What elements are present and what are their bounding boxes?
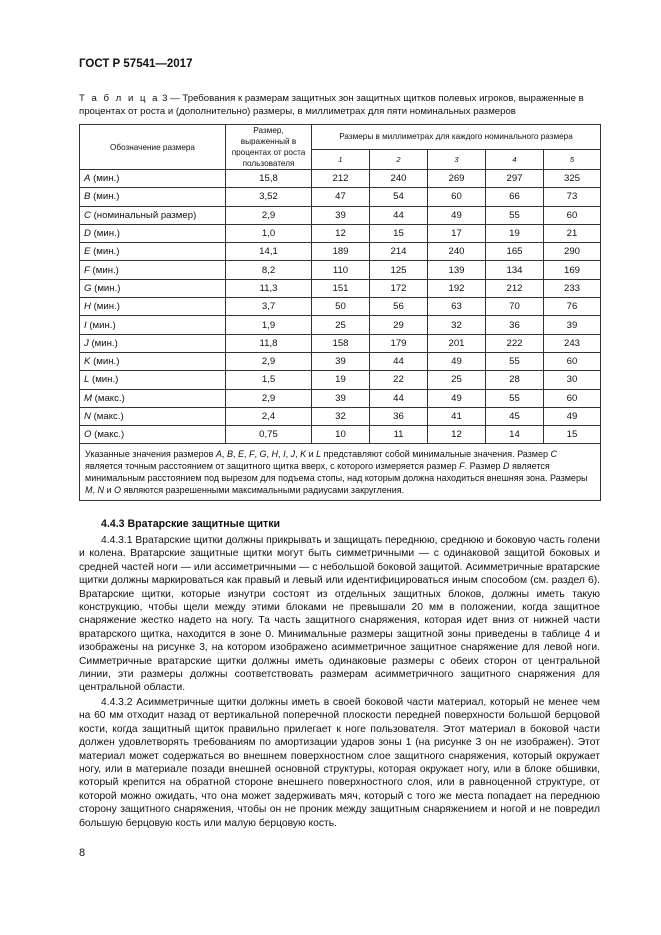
percent-cell: 3,52 — [226, 188, 312, 206]
size-header: 5 — [544, 149, 601, 169]
percent-cell: 11,3 — [226, 279, 312, 297]
table-row — [80, 352, 601, 370]
mm-value-cell: 297 — [486, 170, 544, 188]
note-dimension-letter: N — [97, 485, 105, 496]
mm-value-cell: 45 — [486, 407, 544, 425]
mm-value-cell: 125 — [370, 261, 428, 279]
note-dimension-letter: B — [226, 449, 233, 460]
dimension-name — [80, 371, 226, 389]
mm-value-cell: 60 — [428, 188, 486, 206]
mm-value-cell: 63 — [428, 298, 486, 316]
note-dimension-letter: K — [300, 449, 307, 460]
size-header: 2 — [370, 149, 428, 169]
mm-value-cell: 39 — [312, 352, 370, 370]
dimension-qualifier: (макс.) — [94, 392, 125, 404]
mm-value-cell: 19 — [312, 371, 370, 389]
dimension-name — [80, 243, 226, 261]
dimension-name — [80, 407, 226, 425]
dimension-letter: D — [84, 228, 91, 240]
mm-value-cell: 55 — [486, 389, 544, 407]
mm-value-cell: 49 — [428, 389, 486, 407]
mm-value-cell: 189 — [312, 243, 370, 261]
table-row — [80, 334, 601, 352]
dimension-name — [80, 389, 226, 407]
percent-cell: 14,1 — [226, 243, 312, 261]
dimension-name — [80, 334, 226, 352]
table-row — [80, 316, 601, 334]
mm-value-cell: 39 — [544, 316, 601, 334]
dimension-qualifier: (мин.) — [89, 319, 116, 331]
dimension-letter: C — [84, 209, 91, 221]
mm-value-cell: 110 — [312, 261, 370, 279]
document-header: ГОСТ Р 57541—2017 — [79, 58, 193, 70]
dimension-letter: L — [84, 374, 90, 386]
size-header: 3 — [428, 149, 486, 169]
note-dimension-letter: I — [283, 449, 286, 460]
column-header-percent: Размер, выраженный в процентах от роста пользователя — [226, 125, 312, 170]
mm-value-cell: 70 — [486, 298, 544, 316]
paragraph-4-4-3-1: 4.4.3.1 Вратарские щитки должны прикрывать и защищать переднюю, среднюю и боковую часть голени и колена. Вратарские защитные щитки могут быть симметричными — с одинаковой защитой боковых и средней частей ноги — или ассиметричными — с небольшой боковой защитой. Асимметричные вратарские щитки должны маркироваться как правый и левый или идентифицироваться иным способом (см. раздел 6). Вратарские щитки, которые изнутри состоят из отдельных защитных блоков, должны иметь такую конструкцию, чтобы щели между этими блоками не превышали 20 мм в положении, когда защитное снаряжение жестко надето на ногу. Та часть защитного снаряжения, которая идет вниз от нижней части вратарского щитка, находится в зоне 0. Минимальные размеры защитной зоны приведены в таблице 4 и изображены на рисунке 3, на котором изображено асимметричное защитное снаряжение для левой ноги. Симметричные вратарские щитки должны иметь одинаковые размеры с обеих сторон от центральной линии, эти размеры должны соответствовать размерам асимметричного защитного снаряжения для центральной области. — [79, 535, 600, 694]
dimension-letter: E — [84, 246, 91, 258]
mm-value-cell: 49 — [544, 407, 601, 425]
note-dimension-letter: L — [316, 449, 322, 460]
mm-value-cell: 39 — [312, 389, 370, 407]
note-dimension-letter: A — [215, 449, 222, 460]
mm-value-cell: 56 — [370, 298, 428, 316]
table-row — [80, 224, 601, 242]
dimension-name — [80, 426, 226, 444]
dimension-qualifier: (мин.) — [93, 228, 120, 240]
page-number: 8 — [79, 847, 86, 859]
percent-cell: 1,5 — [226, 371, 312, 389]
table-row — [80, 389, 601, 407]
table-row — [80, 206, 601, 224]
percent-cell: 3,7 — [226, 298, 312, 316]
dimension-letter: I — [84, 319, 87, 331]
mm-value-cell: 201 — [428, 334, 486, 352]
mm-value-cell: 49 — [428, 206, 486, 224]
size-header: 1 — [312, 149, 370, 169]
percent-cell: 2,9 — [226, 206, 312, 224]
mm-value-cell: 179 — [370, 334, 428, 352]
mm-value-cell: 44 — [370, 206, 428, 224]
note-dimension-letter: E — [237, 449, 244, 460]
mm-value-cell: 19 — [486, 224, 544, 242]
mm-value-cell: 151 — [312, 279, 370, 297]
mm-value-cell: 55 — [486, 206, 544, 224]
note-dimension-letter: H — [271, 449, 279, 460]
dimension-qualifier: (мин.) — [93, 173, 120, 185]
dimension-name — [80, 316, 226, 334]
percent-cell: 2,9 — [226, 389, 312, 407]
table-caption-text: 3 — Требования к размерам защитных зон защитных щитков полевых игроков, выраженные в процентах от роста и (дополнительно) размеры, в миллиметрах для пяти номинальных размеров — [79, 93, 584, 117]
dimension-letter: A — [84, 173, 91, 185]
mm-value-cell: 11 — [370, 426, 428, 444]
mm-value-cell: 73 — [544, 188, 601, 206]
note-dimension-letter: G — [259, 449, 267, 460]
mm-value-cell: 50 — [312, 298, 370, 316]
percent-cell: 0,75 — [226, 426, 312, 444]
mm-value-cell: 134 — [486, 261, 544, 279]
section-title: 4.4.3 Вратарские защитные щитки — [101, 518, 281, 530]
mm-value-cell: 44 — [370, 352, 428, 370]
percent-cell: 1,0 — [226, 224, 312, 242]
mm-value-cell: 47 — [312, 188, 370, 206]
mm-value-cell: 325 — [544, 170, 601, 188]
dimension-qualifier: (макс.) — [94, 429, 125, 441]
size-header: 4 — [486, 149, 544, 169]
mm-value-cell: 32 — [312, 407, 370, 425]
mm-value-cell: 233 — [544, 279, 601, 297]
mm-value-cell: 32 — [428, 316, 486, 334]
mm-value-cell: 212 — [312, 170, 370, 188]
table-row — [80, 170, 601, 188]
dimension-name — [80, 188, 226, 206]
note-dimension-letter: J — [290, 449, 296, 460]
paragraph-4-4-3-2: 4.4.3.2 Асимметричные щитки должны иметь в своей боковой части материал, который не менее чем на 60 мм отходит назад от вертикальной поперечной плоскости передней поверхности большой берцовой кости, когда защитный щиток правильно прилегает к ноге пользователя. Этот материал в боковой части должен удовлетворять требованиям по амортизации ударов зоны 1 (на рисунке 3 он не изображен). Этот материал может содержаться во внешнем поверхностном слое защитного снаряжения, который окружает ногу, или в материале позади внешней основной структуры, которая окружает ногу, или в блоке обшивки, который крепится на обратной стороне внешнего поверхностного слоя, или в равноценной структуре, от которой можно ожидать, что она может задерживать мяч, который с того же места попадает на переднюю сторону защитного снаряжения, чтобы он не проник между защитным снаряжением и ногой и не повредил большую берцовую кость или малую берцовую кость. — [79, 697, 600, 829]
dimension-letter: K — [84, 356, 91, 368]
mm-value-cell: 192 — [428, 279, 486, 297]
mm-value-cell: 214 — [370, 243, 428, 261]
dimension-name — [80, 224, 226, 242]
mm-value-cell: 49 — [428, 352, 486, 370]
mm-value-cell: 41 — [428, 407, 486, 425]
mm-value-cell: 55 — [486, 352, 544, 370]
dimension-qualifier: (мин.) — [92, 264, 119, 276]
dimension-qualifier: (номинальный размер) — [93, 209, 197, 221]
note-dimension-letter: O — [114, 485, 122, 496]
mm-value-cell: 30 — [544, 371, 601, 389]
mm-value-cell: 60 — [544, 352, 601, 370]
table-row — [80, 426, 601, 444]
dimension-letter: O — [84, 429, 92, 441]
mm-value-cell: 212 — [486, 279, 544, 297]
table-row — [80, 298, 601, 316]
mm-value-cell: 25 — [312, 316, 370, 334]
dimension-qualifier: (мин.) — [93, 246, 120, 258]
note-dimension-letter: D — [503, 461, 510, 472]
mm-value-cell: 25 — [428, 371, 486, 389]
mm-value-cell: 10 — [312, 426, 370, 444]
percent-cell: 2,4 — [226, 407, 312, 425]
mm-value-cell: 36 — [370, 407, 428, 425]
table-row — [80, 261, 601, 279]
dimension-letter: N — [84, 411, 91, 422]
mm-value-cell: 12 — [428, 426, 486, 444]
dimension-name — [80, 206, 226, 224]
table-row — [80, 279, 601, 297]
dimension-qualifier: (мин.) — [91, 337, 118, 349]
percent-cell: 15,8 — [226, 170, 312, 188]
column-header-millimeters: Размеры в миллиметрах для каждого номинального размера — [312, 125, 601, 150]
mm-value-cell: 39 — [312, 206, 370, 224]
dimension-letter: F — [84, 264, 90, 276]
dimension-name — [80, 261, 226, 279]
mm-value-cell: 36 — [486, 316, 544, 334]
mm-value-cell: 29 — [370, 316, 428, 334]
table-row — [80, 407, 601, 425]
mm-value-cell: 158 — [312, 334, 370, 352]
dimension-qualifier: (макс.) — [93, 411, 124, 422]
dimension-name — [80, 298, 226, 316]
note-dimension-letter: C — [550, 449, 558, 460]
dimension-letter: H — [84, 301, 91, 313]
table-row — [80, 188, 601, 206]
mm-value-cell: 60 — [544, 389, 601, 407]
table-caption — [79, 93, 599, 118]
dimension-name — [80, 279, 226, 297]
table-caption-label: Т а б л и ц а — [79, 93, 160, 104]
mm-value-cell: 14 — [486, 426, 544, 444]
table-row — [80, 243, 601, 261]
table-row — [80, 371, 601, 389]
dimension-letter: G — [84, 282, 92, 294]
mm-value-cell: 240 — [428, 243, 486, 261]
mm-value-cell: 12 — [312, 224, 370, 242]
mm-value-cell: 15 — [370, 224, 428, 242]
dimension-name — [80, 170, 226, 188]
sizes-table — [79, 124, 601, 501]
dimension-letter: J — [84, 337, 89, 349]
dimension-letter: M — [84, 392, 92, 404]
mm-value-cell: 165 — [486, 243, 544, 261]
mm-value-cell: 169 — [544, 261, 601, 279]
column-header-designation: Обозначение размера — [80, 125, 226, 170]
mm-value-cell: 172 — [370, 279, 428, 297]
note-dimension-letter: M — [85, 485, 93, 496]
dimension-qualifier: (мин.) — [93, 191, 120, 203]
note-dimension-letter: F — [459, 461, 465, 472]
mm-value-cell: 243 — [544, 334, 601, 352]
mm-value-cell: 139 — [428, 261, 486, 279]
mm-value-cell: 240 — [370, 170, 428, 188]
percent-cell: 2,9 — [226, 352, 312, 370]
mm-value-cell: 17 — [428, 224, 486, 242]
dimension-qualifier: (мин.) — [92, 374, 119, 386]
mm-value-cell: 54 — [370, 188, 428, 206]
mm-value-cell: 60 — [544, 206, 601, 224]
mm-value-cell: 21 — [544, 224, 601, 242]
note-dimension-letter: F — [249, 449, 255, 460]
mm-value-cell: 15 — [544, 426, 601, 444]
table-note: Указанные значения размеров A, B, E, F, G, H, I, J, K и L представляют собой минимальные значения. Размер C является точным расстоянием от защитного щитка вверх, с которого измеряется размер F. Размер D является минимальным расстоянием под вырезом для подъема стопы, над которым должна находиться внешняя зона. Размеры M, N и O являются разрешенными максимальными радиусами закругления. — [80, 444, 601, 501]
percent-cell: 8,2 — [226, 261, 312, 279]
dimension-qualifier: (мин.) — [94, 282, 121, 294]
dimension-qualifier: (мин.) — [93, 356, 120, 368]
mm-value-cell: 44 — [370, 389, 428, 407]
dimension-qualifier: (мин.) — [93, 301, 120, 313]
mm-value-cell: 222 — [486, 334, 544, 352]
percent-cell: 1,9 — [226, 316, 312, 334]
mm-value-cell: 290 — [544, 243, 601, 261]
mm-value-cell: 66 — [486, 188, 544, 206]
percent-cell: 11,8 — [226, 334, 312, 352]
mm-value-cell: 28 — [486, 371, 544, 389]
table-body — [80, 170, 601, 444]
mm-value-cell: 76 — [544, 298, 601, 316]
dimension-letter: B — [84, 191, 91, 203]
dimension-name — [80, 352, 226, 370]
mm-value-cell: 269 — [428, 170, 486, 188]
mm-value-cell: 22 — [370, 371, 428, 389]
